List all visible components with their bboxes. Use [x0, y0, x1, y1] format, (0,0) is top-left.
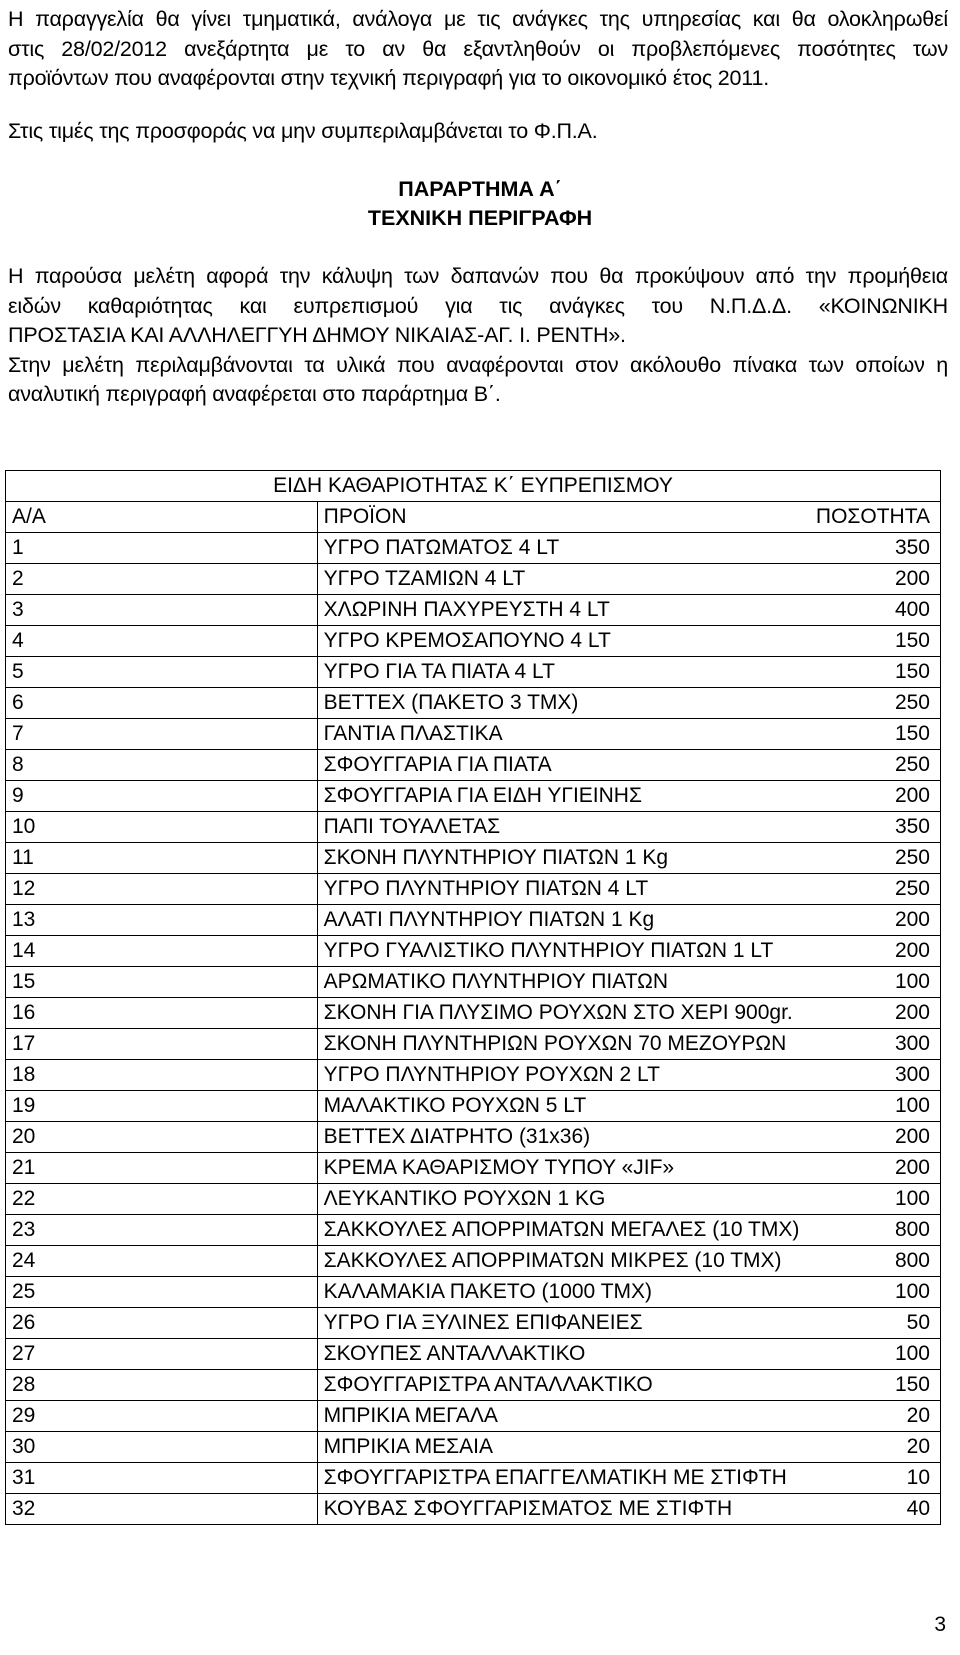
product-name-cell: ΚΟΥΒΑΣ ΣΦΟΥΓΓΑΡΙΣΜΑΤΟΣ ΜΕ ΣΤΙΦΤΗ [317, 1494, 629, 1525]
table-row [6, 874, 941, 905]
quantity-cell: 20 [629, 1432, 941, 1463]
table-title-row [6, 471, 941, 502]
table-row [6, 967, 941, 998]
quantity-cell: 200 [629, 1122, 941, 1153]
product-name-cell: ΓΑΝΤΙΑ ΠΛΑΣΤΙΚΑ [317, 719, 629, 750]
product-name-cell: ΜΠΡΙΚΙΑ ΜΕΓΑΛΑ [317, 1401, 629, 1432]
quantity-cell: 200 [629, 564, 941, 595]
study-paragraph [8, 262, 948, 410]
row-number-cell: 31 [6, 1463, 318, 1494]
product-name-cell: ΥΓΡΟ ΤΖΑΜΙΩΝ 4 LT [317, 564, 629, 595]
header-product: ΠΡΟΪΟΝ [317, 502, 629, 533]
quantity-cell: 250 [629, 874, 941, 905]
quantity-cell: 100 [629, 1091, 941, 1122]
product-name-cell: ΥΓΡΟ ΚΡΕΜΟΣΑΠΟΥΝΟ 4 LT [317, 626, 629, 657]
product-name-cell: ΣΦΟΥΓΓΑΡΙΑ ΓΙΑ ΕΙΔΗ ΥΓΙΕΙΝΗΣ [317, 781, 629, 812]
row-number-cell: 14 [6, 936, 318, 967]
table-body [6, 533, 941, 1525]
row-number-cell: 32 [6, 1494, 318, 1525]
product-name-cell: ΚΑΛΑΜΑΚΙΑ ΠΑΚΕΤΟ (1000 ΤΜΧ) [317, 1277, 629, 1308]
row-number-cell: 13 [6, 905, 318, 936]
product-name-cell: ΣΑΚΚΟΥΛΕΣ ΑΠΟΡΡΙΜΑΤΩΝ ΜΕΓΑΛΕΣ (10 ΤΜΧ) [317, 1215, 629, 1246]
table-row [6, 998, 941, 1029]
intro-paragraph [8, 5, 948, 94]
product-name-cell: ΥΓΡΟ ΓΙΑ ΤΑ ΠΙΑΤΑ 4 LT [317, 657, 629, 688]
product-name-cell: ΧΛΩΡΙΝΗ ΠΑΧΥΡΕΥΣΤΗ 4 LT [317, 595, 629, 626]
row-number-cell: 3 [6, 595, 318, 626]
product-name-cell: ΑΡΩΜΑΤΙΚΟ ΠΛΥΝΤΗΡΙΟΥ ΠΙΑΤΩΝ [317, 967, 629, 998]
product-name-cell: ΥΓΡΟ ΓΥΑΛΙΣΤΙΚΟ ΠΛΥΝΤΗΡΙΟΥ ΠΙΑΤΩΝ 1 LT [317, 936, 629, 967]
table-row [6, 1184, 941, 1215]
table-row [6, 657, 941, 688]
quantity-cell: 150 [629, 1370, 941, 1401]
header-quantity: ΠΟΣΟΤΗΤΑ [629, 502, 941, 533]
quantity-cell: 800 [629, 1246, 941, 1277]
quantity-cell: 50 [629, 1308, 941, 1339]
table-row [6, 1463, 941, 1494]
table-row [6, 1432, 941, 1463]
row-number-cell: 18 [6, 1060, 318, 1091]
product-name-cell: ΣΦΟΥΓΓΑΡΙΣΤΡΑ ΑΝΤΑΛΛΑΚΤΙΚΟ [317, 1370, 629, 1401]
table-row [6, 1060, 941, 1091]
row-number-cell: 19 [6, 1091, 318, 1122]
table-row [6, 1370, 941, 1401]
table-row [6, 1215, 941, 1246]
table-row [6, 1122, 941, 1153]
table-row [6, 1277, 941, 1308]
table-title: ΕΙΔΗ ΚΑΘΑΡΙΟΤΗΤΑΣ Κ΄ ΕΥΠΡΕΠΙΣΜΟΥ [6, 471, 941, 502]
header-aa: Α/Α [6, 502, 318, 533]
intro-line-2: στις 28/02/2012 ανεξάρτητα με το αν θα εξαντληθούν οι προβλεπόμενες ποσότητες των [8, 36, 948, 61]
quantity-cell: 250 [629, 843, 941, 874]
product-name-cell: ΚΡΕΜΑ ΚΑΘΑΡΙΣΜΟΥ ΤΥΠΟΥ «JIF» [317, 1153, 629, 1184]
quantity-cell: 300 [629, 1029, 941, 1060]
intro-line-1: Η παραγγελία θα γίνει τμηματικά, ανάλογα με τις ανάγκες της υπηρεσίας και θα ολοκληρωθεί [8, 7, 948, 31]
quantity-cell: 800 [629, 1215, 941, 1246]
row-number-cell: 5 [6, 657, 318, 688]
product-name-cell: ΒΕΤΤΕΧ (ΠΑΚΕΤΟ 3 ΤΜΧ) [317, 688, 629, 719]
study-line-5: αναλυτική περιγραφή αναφέρεται στο παράρτημα Β΄. [8, 382, 501, 406]
table-row [6, 1246, 941, 1277]
quantity-cell: 200 [629, 998, 941, 1029]
row-number-cell: 20 [6, 1122, 318, 1153]
table-row [6, 533, 941, 564]
quantity-cell: 200 [629, 905, 941, 936]
product-name-cell: ΣΚΟΝΗ ΠΛΥΝΤΗΡΙΟΥ ΠΙΑΤΩΝ 1 Kg [317, 843, 629, 874]
table-row [6, 1308, 941, 1339]
quantity-cell: 100 [629, 967, 941, 998]
row-number-cell: 7 [6, 719, 318, 750]
quantity-cell: 100 [629, 1184, 941, 1215]
row-number-cell: 10 [6, 812, 318, 843]
product-name-cell: ΜΠΡΙΚΙΑ ΜΕΣΑΙΑ [317, 1432, 629, 1463]
row-number-cell: 27 [6, 1339, 318, 1370]
row-number-cell: 8 [6, 750, 318, 781]
study-line-1: Η παρούσα μελέτη αφορά την κάλυψη των δαπανών που θα προκύψουν από την προμήθεια [8, 264, 948, 288]
quantity-cell: 40 [629, 1494, 941, 1525]
intro-line-3: προϊόντων που αναφέρονται στην τεχνική περιγραφή για το οικονομικό έτος 2011. [8, 66, 769, 90]
row-number-cell: 30 [6, 1432, 318, 1463]
table-row [6, 719, 941, 750]
product-name-cell: ΣΑΚΚΟΥΛΕΣ ΑΠΟΡΡΙΜΑΤΩΝ ΜΙΚΡΕΣ (10 ΤΜΧ) [317, 1246, 629, 1277]
table-row [6, 626, 941, 657]
table-row [6, 564, 941, 595]
product-name-cell: ΥΓΡΟ ΠΑΤΩΜΑΤΟΣ 4 LT [317, 533, 629, 564]
quantity-cell: 200 [629, 781, 941, 812]
vat-note [8, 117, 948, 147]
quantity-cell: 100 [629, 1339, 941, 1370]
row-number-cell: 11 [6, 843, 318, 874]
row-number-cell: 17 [6, 1029, 318, 1060]
row-number-cell: 2 [6, 564, 318, 595]
row-number-cell: 15 [6, 967, 318, 998]
quantity-cell: 100 [629, 1277, 941, 1308]
row-number-cell: 16 [6, 998, 318, 1029]
table-header-row [6, 502, 941, 533]
quantity-cell: 350 [629, 533, 941, 564]
vat-note-text: Στις τιμές της προσφοράς να μην συμπεριλαμβάνεται το Φ.Π.Α. [8, 119, 598, 143]
row-number-cell: 25 [6, 1277, 318, 1308]
table-row [6, 1494, 941, 1525]
annex-heading: ΠΑΡΑΡΤΗΜΑ Α΄ [398, 177, 562, 201]
quantity-cell: 150 [629, 626, 941, 657]
table-row [6, 1091, 941, 1122]
product-name-cell: ΣΚΟΥΠΕΣ ΑΝΤΑΛΛΑΚΤΙΚΟ [317, 1339, 629, 1370]
row-number-cell: 12 [6, 874, 318, 905]
row-number-cell: 1 [6, 533, 318, 564]
quantity-cell: 250 [629, 750, 941, 781]
row-number-cell: 29 [6, 1401, 318, 1432]
table-row [6, 1029, 941, 1060]
product-name-cell: ΠΑΠΙ ΤΟΥΑΛΕΤΑΣ [317, 812, 629, 843]
product-name-cell: ΛΕΥΚΑΝΤΙΚΟ ΡΟΥΧΩΝ 1 KG [317, 1184, 629, 1215]
row-number-cell: 4 [6, 626, 318, 657]
table-row [6, 1153, 941, 1184]
page-number: 3 [934, 1613, 946, 1636]
table-row [6, 1339, 941, 1370]
quantity-cell: 20 [629, 1401, 941, 1432]
table-row [6, 812, 941, 843]
quantity-cell: 350 [629, 812, 941, 843]
table-row [6, 688, 941, 719]
table-row [6, 750, 941, 781]
product-name-cell: ΣΦΟΥΓΓΑΡΙΑ ΓΙΑ ΠΙΑΤΑ [317, 750, 629, 781]
row-number-cell: 6 [6, 688, 318, 719]
items-table [5, 470, 941, 1525]
table-row [6, 843, 941, 874]
table-row [6, 905, 941, 936]
quantity-cell: 250 [629, 688, 941, 719]
product-name-cell: ΥΓΡΟ ΓΙΑ ΞΥΛΙΝΕΣ ΕΠΙΦΑΝΕΙΕΣ [317, 1308, 629, 1339]
product-name-cell: ΑΛΑΤΙ ΠΛΥΝΤΗΡΙΟΥ ΠΙΑΤΩΝ 1 Kg [317, 905, 629, 936]
product-name-cell: ΥΓΡΟ ΠΛΥΝΤΗΡΙΟΥ ΡΟΥΧΩΝ 2 LT [317, 1060, 629, 1091]
row-number-cell: 24 [6, 1246, 318, 1277]
quantity-cell: 300 [629, 1060, 941, 1091]
product-name-cell: ΣΚΟΝΗ ΓΙΑ ΠΛΥΣΙΜΟ ΡΟΥΧΩΝ ΣΤΟ ΧΕΡΙ 900gr. [317, 998, 629, 1029]
product-name-cell: ΒΕΤΤΕΧ ΔΙΑΤΡΗΤΟ (31x36) [317, 1122, 629, 1153]
study-line-4: Στην μελέτη περιλαμβάνονται τα υλικά που αναφέρονται στον ακόλουθο πίνακα των οποίων η [8, 352, 948, 377]
technical-description-heading: ΤΕΧΝΙΚΗ ΠΕΡΙΓΡΑΦΗ [367, 206, 593, 230]
study-line-3: ΠΡΟΣΤΑΣΙΑ ΚΑΙ ΑΛΛΗΛΕΓΓΥΗ ΔΗΜΟΥ ΝΙΚΑΙΑΣ-ΑΓ. Ι. ΡΕΝΤΗ». [8, 323, 626, 347]
product-name-cell: ΣΚΟΝΗ ΠΛΥΝΤΗΡΙΩΝ ΡΟΥΧΩΝ 70 ΜΕΖΟΥΡΩΝ [317, 1029, 629, 1060]
product-name-cell: ΜΑΛΑΚΤΙΚΟ ΡΟΥΧΩΝ 5 LT [317, 1091, 629, 1122]
row-number-cell: 23 [6, 1215, 318, 1246]
quantity-cell: 150 [629, 719, 941, 750]
table-row [6, 1401, 941, 1432]
table-row [6, 781, 941, 812]
row-number-cell: 28 [6, 1370, 318, 1401]
quantity-cell: 10 [629, 1463, 941, 1494]
quantity-cell: 200 [629, 936, 941, 967]
quantity-cell: 400 [629, 595, 941, 626]
quantity-cell: 150 [629, 657, 941, 688]
table-row [6, 595, 941, 626]
row-number-cell: 9 [6, 781, 318, 812]
row-number-cell: 22 [6, 1184, 318, 1215]
table-row [6, 936, 941, 967]
row-number-cell: 21 [6, 1153, 318, 1184]
study-line-2: ειδών καθαριότητας και ευπρεπισμού για τις ανάγκες του Ν.Π.Δ.Δ. «ΚΟΙΝΩΝΙΚΗ [8, 293, 948, 318]
quantity-cell: 200 [629, 1153, 941, 1184]
product-name-cell: ΣΦΟΥΓΓΑΡΙΣΤΡΑ ΕΠΑΓΓΕΛΜΑΤΙΚΗ ΜΕ ΣΤΙΦΤΗ [317, 1463, 629, 1494]
product-name-cell: ΥΓΡΟ ΠΛΥΝΤΗΡΙΟΥ ΠΙΑΤΩΝ 4 LT [317, 874, 629, 905]
row-number-cell: 26 [6, 1308, 318, 1339]
